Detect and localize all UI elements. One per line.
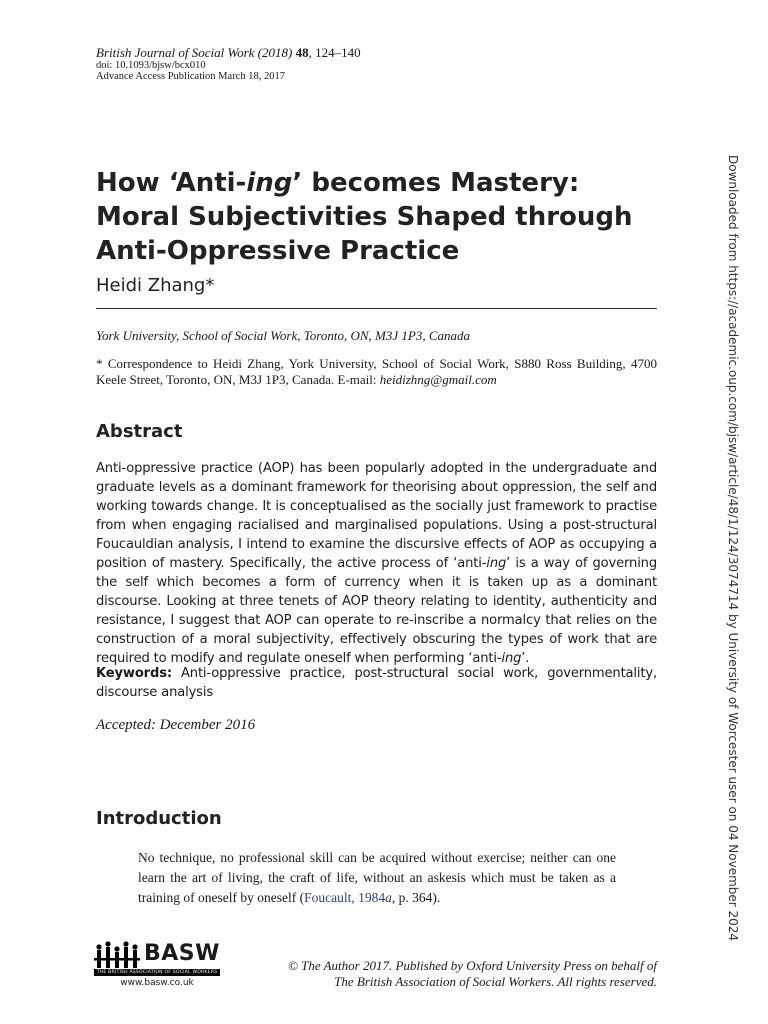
affiliation: York University, School of Social Work, Toronto, ON, M3J 1P3, Canada	[96, 328, 470, 343]
accepted-date: Accepted: December 2016	[96, 717, 256, 733]
download-watermark: Downloaded from https://academic.oup.com/bjsw/article/48/1/124/3074714 by University of Worcester user on 04 November 2024	[726, 155, 740, 942]
abstract-part-3: ’.	[521, 651, 530, 666]
advance-access: Advance Access Publication March 18, 2017	[96, 71, 285, 82]
journal-volume: 48	[295, 45, 309, 60]
introduction-heading: Introduction	[96, 808, 222, 829]
citation-suffix: a	[385, 890, 392, 905]
abstract-part-1: Anti-oppressive practice (AOP) has been popularly adopted in the undergraduate and graduate levels as a dominant framework for theorising about oppression, the self and working towards change. It is conceptualised as the socially just framework to practise from when engaging racialised and marginalised populations. Using a post-structural Foucauldian analysis, I intend to examine the discursive effects of AOP as occupying a position of mastery. Specifically, the active process of ‘anti-	[96, 461, 657, 571]
author-name: Heidi Zhang*	[96, 275, 215, 296]
abstract-italic-2: ing	[501, 651, 522, 666]
people-figures-icon	[94, 938, 140, 968]
keywords	[96, 664, 657, 702]
correspondence-email[interactable]: heidizhng@gmail.com	[379, 372, 497, 387]
title-divider	[96, 308, 657, 309]
logo-organisation: THE BRITISH ASSOCIATION OF SOCIAL WORKERS	[94, 969, 220, 976]
logo-wordmark: BASW	[144, 940, 220, 966]
abstract-part-2: ’ is a way of governing the self which becomes a form of currency when it is taken up as a dominant discourse. Looking at three tenets of AOP theory relating to identity, authenticity and resistance, I suggest that AOP can operate to re-inscribe a normalcy that relies on the construction of a moral subjectivity, effectively obscuring the types of work that are required to modify and regulate oneself when performing ‘anti-	[96, 556, 657, 666]
copyright-line-2: The British Association of Social Workers. All rights reserved.	[334, 974, 657, 989]
abstract-italic-1: ing	[486, 556, 507, 571]
article-title	[96, 166, 656, 268]
abstract-heading: Abstract	[96, 421, 183, 442]
title-line-1-post: ’ becomes Mastery:	[292, 168, 580, 198]
title-line-3: Anti-Oppressive Practice	[96, 236, 460, 266]
citation-text: Foucault, 1984	[304, 890, 386, 905]
logo-url[interactable]: www.basw.co.uk	[120, 978, 194, 988]
basw-logo	[94, 938, 220, 988]
citation-link[interactable]	[304, 890, 392, 905]
journal-pages: , 124–140	[308, 45, 361, 60]
correspondence	[96, 356, 657, 388]
title-line-1-pre: How ‘Anti-	[96, 168, 247, 198]
title-line-1-italic: ing	[246, 168, 293, 198]
quote-text: No technique, no professional skill can be acquired without exercise; neither can one learn the art of living, the craft of life, without an askesis which must be taken as a training of oneself by oneself (	[138, 850, 616, 905]
correspondence-text: * Correspondence to Heidi Zhang, York University, School of Social Work, S880 Ross Building, 4700 Keele Street, Toronto, ON, M3J 1P3, Canada. E-mail:	[96, 356, 657, 387]
journal-citation	[96, 46, 496, 60]
quote-end: , p. 364).	[391, 890, 441, 905]
copyright-line-1: © The Author 2017. Published by Oxford University Press on behalf of	[287, 958, 657, 973]
doi[interactable]: doi: 10.1093/bjsw/bcx010	[96, 60, 206, 71]
copyright-notice	[236, 958, 657, 990]
title-line-2: Moral Subjectivities Shaped through	[96, 202, 633, 232]
keywords-text: Anti-oppressive practice, post-structural social work, governmentality, discourse analysis	[96, 666, 657, 700]
abstract-body	[96, 459, 657, 668]
keywords-label: Keywords:	[96, 666, 172, 681]
journal-header	[96, 46, 496, 82]
journal-name: British Journal of Social Work (2018)	[96, 45, 293, 60]
epigraph-quote	[138, 848, 616, 908]
